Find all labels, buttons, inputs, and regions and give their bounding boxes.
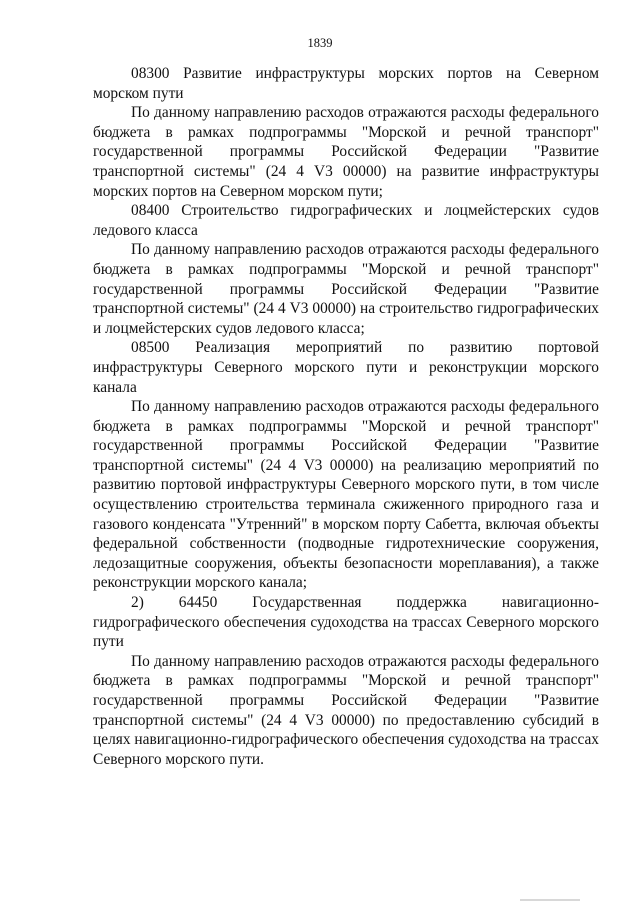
paragraph-08300: По данному направлению расходов отражаются расходы федерального бюджета в рамках подпрограммы "Морской и речной транспорт" государственной программы Российской Федерации "Развитие транспортной системы" (24 4 V3 00000) на развитие инфраструктуры морских портов на Северном морском пути; — [93, 104, 599, 200]
paragraph-08500: По данному направлению расходов отражаются расходы федерального бюджета в рамках подпрограммы "Морской и речной транспорт" государственной программы Российской Федерации "Развитие транспортной системы" (24 4 V3 00000) на реализацию мероприятий по развитию портовой инфраструктуры Северного морского пути, в том числе осуществлению строительства терминала сжиженного природного газа и газового конденсата "Утренний" в морском порту Сабетта, включая объекты федеральной собственности (подводные гидротехнические сооружения, ледозащитные сооружения, объекты безопасности мореплавания), а также реконструкции морского канала; — [93, 398, 599, 592]
paragraph-08400: По данному направлению расходов отражаются расходы федерального бюджета в рамках подпрограммы "Морской и речной транспорт" государственной программы Российской Федерации "Развитие транспортной системы" (24 4 V3 00000) на строительство гидрографических и лоцмейстерских судов ледового класса; — [93, 241, 599, 337]
scan-artifact — [520, 899, 580, 901]
page-number: 1839 — [307, 36, 333, 50]
paragraph-64450: По данному направлению расходов отражаются расходы федерального бюджета в рамках подпрограммы "Морской и речной транспорт" государственной программы Российской Федерации "Развитие транспортной системы" (24 4 V3 00000) по предоставлению субсидий в целях навигационно-гидрографического обеспечения судоходства на трассах Северного морского пути. — [93, 652, 599, 768]
section-heading-08500: 08500 Реализация мероприятий по развитию портовой инфраструктуры Северного морского пути и реконструкции морского канала — [93, 339, 599, 396]
document-body — [93, 64, 599, 769]
section-heading-08400: 08400 Строительство гидрографических и лоцмейстерских судов ледового класса — [93, 202, 599, 239]
section-heading-64450: 2) 64450 Государственная поддержка навигационно-гидрографического обеспечения судоходства на трассах Северного морского пути — [93, 594, 599, 651]
section-heading-08300: 08300 Развитие инфраструктуры морских портов на Северном морском пути — [93, 65, 599, 102]
